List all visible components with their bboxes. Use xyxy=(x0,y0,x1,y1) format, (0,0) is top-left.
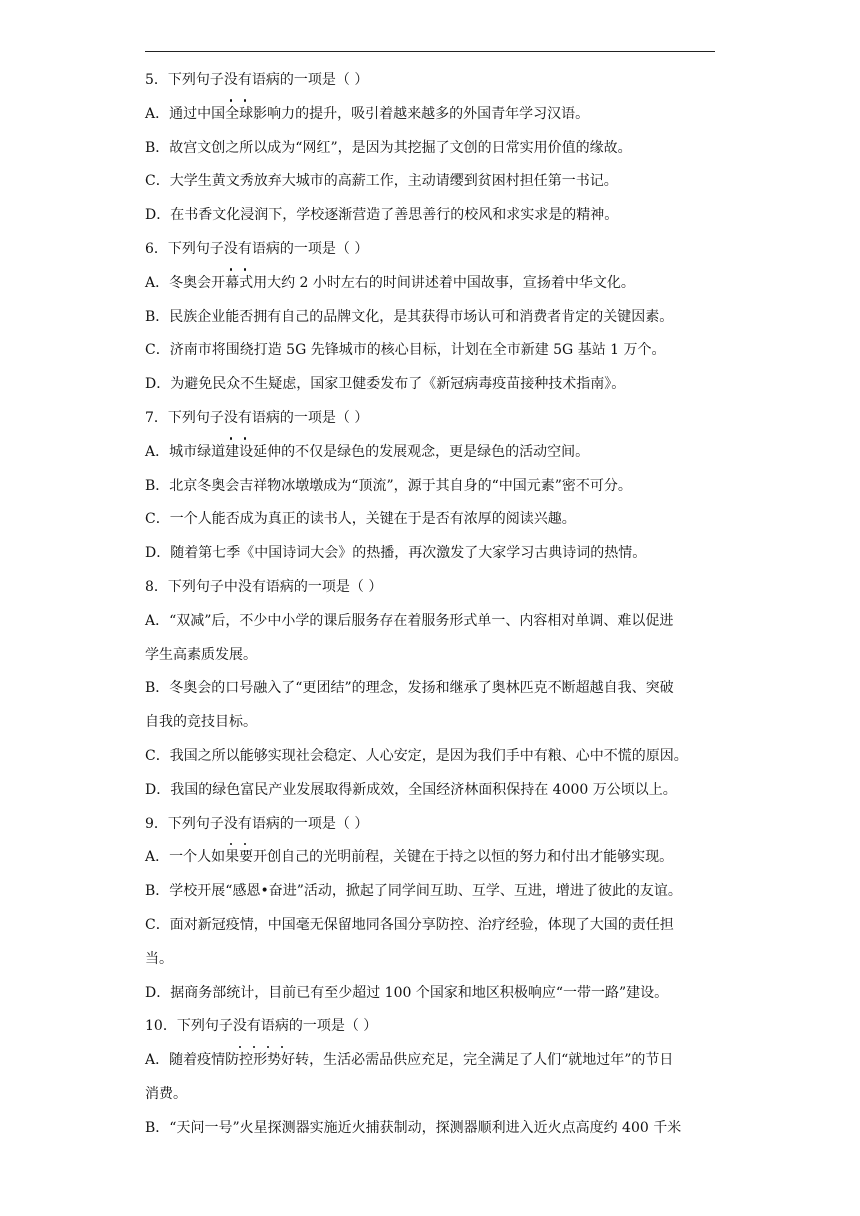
answer-option-continuation: 自我的竞技目标。 xyxy=(145,714,257,731)
question-number: 8． xyxy=(145,578,168,595)
stem-text: 下列句子 xyxy=(176,1018,233,1035)
emphasis-dotted-char: 没 xyxy=(233,1010,247,1044)
answer-option: A．“双减”后，不少中小学的课后服务存在着服务形式单一、内容相对单调、难以促进 xyxy=(145,612,674,629)
question-number: 6． xyxy=(145,240,168,257)
answer-option: C．面对新冠疫情，中国毫无保留地同各国分享防控、治疗经验，体现了大国的责任担 xyxy=(145,916,674,933)
emphasis-dotted-char: 有 xyxy=(238,402,252,436)
answer-option: A．通过中国全球影响力的提升，吸引着越来越多的外国青年学习汉语。 xyxy=(145,105,590,122)
header-rule xyxy=(145,51,715,52)
stem-text: 下列句子 xyxy=(167,815,224,832)
answer-option: C．一个人能否成为真正的读书人，关键在于是否有浓厚的阅读兴趣。 xyxy=(145,511,576,528)
answer-option: B．学校开展“感恩•奋进”活动，掀起了同学间互助、互学、互进，增进了彼此的友谊。 xyxy=(145,883,682,900)
answer-option: C．我国之所以能够实现社会稳定、人心安定，是因为我们手中有粮、心中不慌的原因。 xyxy=(145,747,688,764)
stem-text: 下列句子 xyxy=(167,240,224,257)
answer-option-continuation: 消费。 xyxy=(145,1085,187,1102)
answer-option: A．一个人如果要开创自己的光明前程，关键在于持之以恒的努力和付出才能够实现。 xyxy=(145,849,674,866)
emphasis-dotted-char: 有 xyxy=(238,64,252,98)
question-list xyxy=(145,64,725,1146)
stem-text: 下列句子中没有语病的一项是（ ） xyxy=(167,578,383,595)
answer-option: C．济南市将围绕打造 5G 先锋城市的核心目标，计划在全市新建 5G 基站 1 万个。 xyxy=(145,342,666,359)
question-stem xyxy=(145,64,725,98)
answer-option: D．据商务部统计，目前已有至少超过 100 个国家和地区积极响应“一带一路”建设。 xyxy=(145,984,669,1001)
answer-option: B．“天问一号”火星探测器实施近火捕获制动，探测器顺利进入近火点高度约 400 千米 xyxy=(145,1119,682,1136)
answer-option: B．故宫文创之所以成为“网红”，是因为其挖掘了文创的日常实用价值的缘故。 xyxy=(145,139,632,156)
question-number: 9． xyxy=(145,815,168,832)
answer-option: D．为避免民众不生疑虑，国家卫健委发布了《新冠病毒疫苗接种技术指南》。 xyxy=(145,376,626,393)
question-number: 7． xyxy=(145,409,168,426)
emphasis-dotted-char: 没 xyxy=(224,64,238,98)
emphasis-dotted-char: 没 xyxy=(224,233,238,267)
question-stem xyxy=(145,571,725,605)
answer-option: D．我国的绿色富民产业发展取得新成效，全国经济林面积保持在 4000 万公顷以上。 xyxy=(145,781,677,798)
question-stem xyxy=(145,808,725,842)
emphasis-dotted-char: 有 xyxy=(238,808,252,842)
question-stem xyxy=(145,1010,725,1044)
answer-option-continuation: 当。 xyxy=(145,950,173,967)
answer-option: A．城市绿道建设延伸的不仅是绿色的发展观念，更是绿色的活动空间。 xyxy=(145,443,590,460)
question-number: 5． xyxy=(145,72,168,88)
answer-option: C．大学生黄文秀放弃大城市的高薪工作，主动请缨到贫困村担任第一书记。 xyxy=(145,173,618,190)
question-number: 10． xyxy=(145,1018,177,1035)
stem-text: 的一项是（ ） xyxy=(288,1018,378,1035)
answer-option: A．冬奥会开幕式用大约 2 小时左右的时间讲述着中国故事，宣扬着中华文化。 xyxy=(145,274,635,291)
stem-text: 语病的一项是（ ） xyxy=(251,240,369,257)
answer-option: B．北京冬奥会吉祥物冰墩墩成为“顶流”，源于其自身的“中国元素”密不可分。 xyxy=(145,477,632,494)
answer-option: B．民族企业能否拥有自己的品牌文化，是其获得市场认可和消费者肯定的关键因素。 xyxy=(145,308,674,325)
answer-option: D．随着第七季《中国诗词大会》的热播，再次激发了大家学习古典诗词的热情。 xyxy=(145,545,647,562)
stem-text: 语病的一项是（ ） xyxy=(251,72,369,88)
answer-option: B．冬奥会的口号融入了“更团结”的理念，发扬和继承了奥林匹克不断超越自我、突破 xyxy=(145,680,674,697)
question-stem xyxy=(145,233,725,267)
emphasis-dotted-char: 有 xyxy=(238,233,252,267)
answer-option: A．随着疫情防控形势好转，生活必需品供应充足，完全满足了人们“就地过年”的节日 xyxy=(145,1052,674,1069)
emphasis-dotted-char: 语 xyxy=(261,1010,275,1044)
stem-text: 语病的一项是（ ） xyxy=(251,815,369,832)
stem-text: 下列句子 xyxy=(167,72,224,88)
stem-text: 下列句子 xyxy=(167,409,224,426)
emphasis-dotted-char: 没 xyxy=(224,402,238,436)
answer-option-continuation: 学生高素质发展。 xyxy=(145,646,257,663)
emphasis-dotted-char: 有 xyxy=(247,1010,261,1044)
stem-text: 语病的一项是（ ） xyxy=(251,409,369,426)
emphasis-dotted-char: 病 xyxy=(275,1010,289,1044)
answer-option: D．在书香文化浸润下，学校逐渐营造了善思善行的校风和求实求是的精神。 xyxy=(145,207,619,224)
emphasis-dotted-char: 没 xyxy=(224,808,238,842)
question-stem xyxy=(145,402,725,436)
